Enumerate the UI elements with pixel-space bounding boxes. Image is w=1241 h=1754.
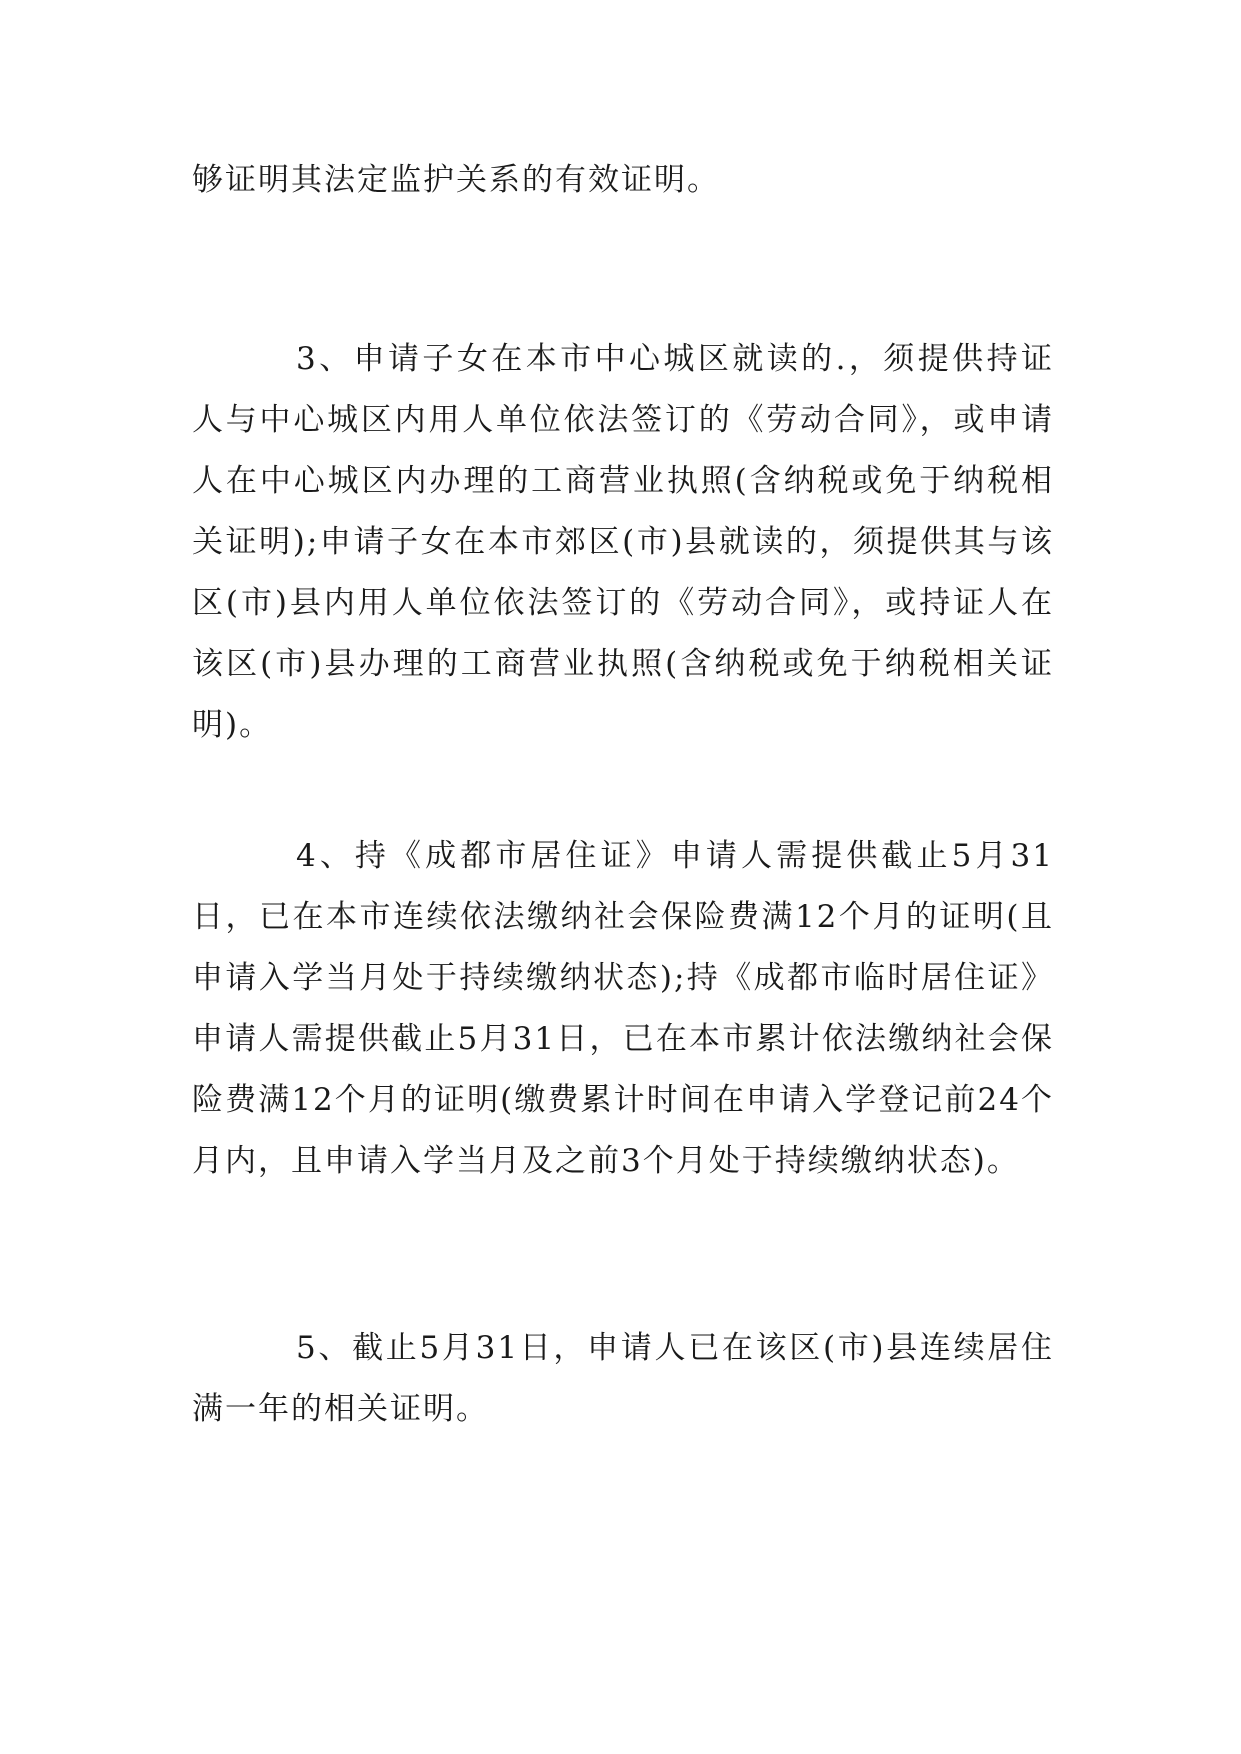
paragraph-item-3: 3、申请子女在本市中心城区就读的.，须提供持证人与中心城区内用人单位依法签订的《劳动合同》，或申请人在中心城区内办理的工商营业执照(含纳税或免于纳税相关证明);申请子女在本市郊区(市)县就读的，须提供其与该区(市)县内用人单位依法签订的《劳动合同》，或持证人在该区(市)县办理的工商营业执照(含纳税或免于纳税相关证明)。	[192, 341, 1054, 743]
paragraph-item-4: 4、持《成都市居住证》申请人需提供截止5月31日，已在本市连续依法缴纳社会保险费满12个月的证明(且申请入学当月处于持续缴纳状态);持《成都市临时居住证》申请人需提供截止5月31日，已在本市累计依法缴纳社会保险费满12个月的证明(缴费累计时间在申请入学登记前24个月内，且申请入学当月及之前3个月处于持续缴纳状态)。	[192, 838, 1054, 1179]
paragraph-item-5: 5、截止5月31日，申请人已在该区(市)县连续居住满一年的相关证明。	[192, 1330, 1054, 1427]
paragraph-continuation: 够证明其法定监护关系的有效证明。	[192, 162, 720, 198]
